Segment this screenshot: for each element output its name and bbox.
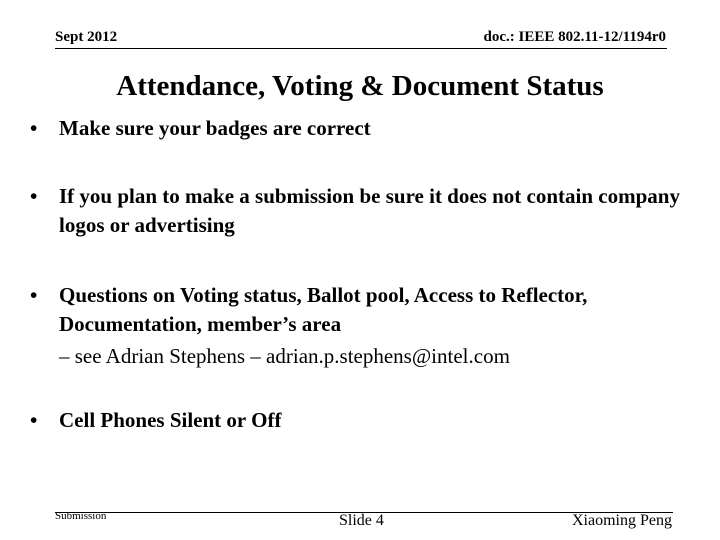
sub-bullet-text: – see Adrian Stephens – adrian.p.stephens@intel.com (59, 344, 510, 368)
header-doc-id: doc.: IEEE 802.11-12/1194r0 (483, 29, 666, 45)
bullet-marker: • (30, 408, 38, 432)
bullet-text: Questions on Voting status, Ballot pool, Access to Reflector, Documentation, member’s area (59, 283, 588, 336)
footer-submission: Submission (55, 510, 107, 522)
footer-author: Xiaoming Peng (572, 512, 672, 529)
bullet-text: Make sure your badges are correct (59, 116, 371, 140)
bullet-marker: • (30, 116, 38, 140)
slide-title: Attendance, Voting & Document Status (116, 70, 604, 102)
bullet-marker: • (30, 283, 38, 307)
bullet-text: If you plan to make a submission be sure it does not contain company logos or advertising (59, 184, 680, 237)
header-divider (55, 48, 667, 49)
header-date: Sept 2012 (55, 29, 118, 45)
bullet-text: Cell Phones Silent or Off (59, 408, 282, 432)
footer-slide-number: Slide 4 (339, 512, 384, 529)
bullet-marker: • (30, 184, 38, 208)
